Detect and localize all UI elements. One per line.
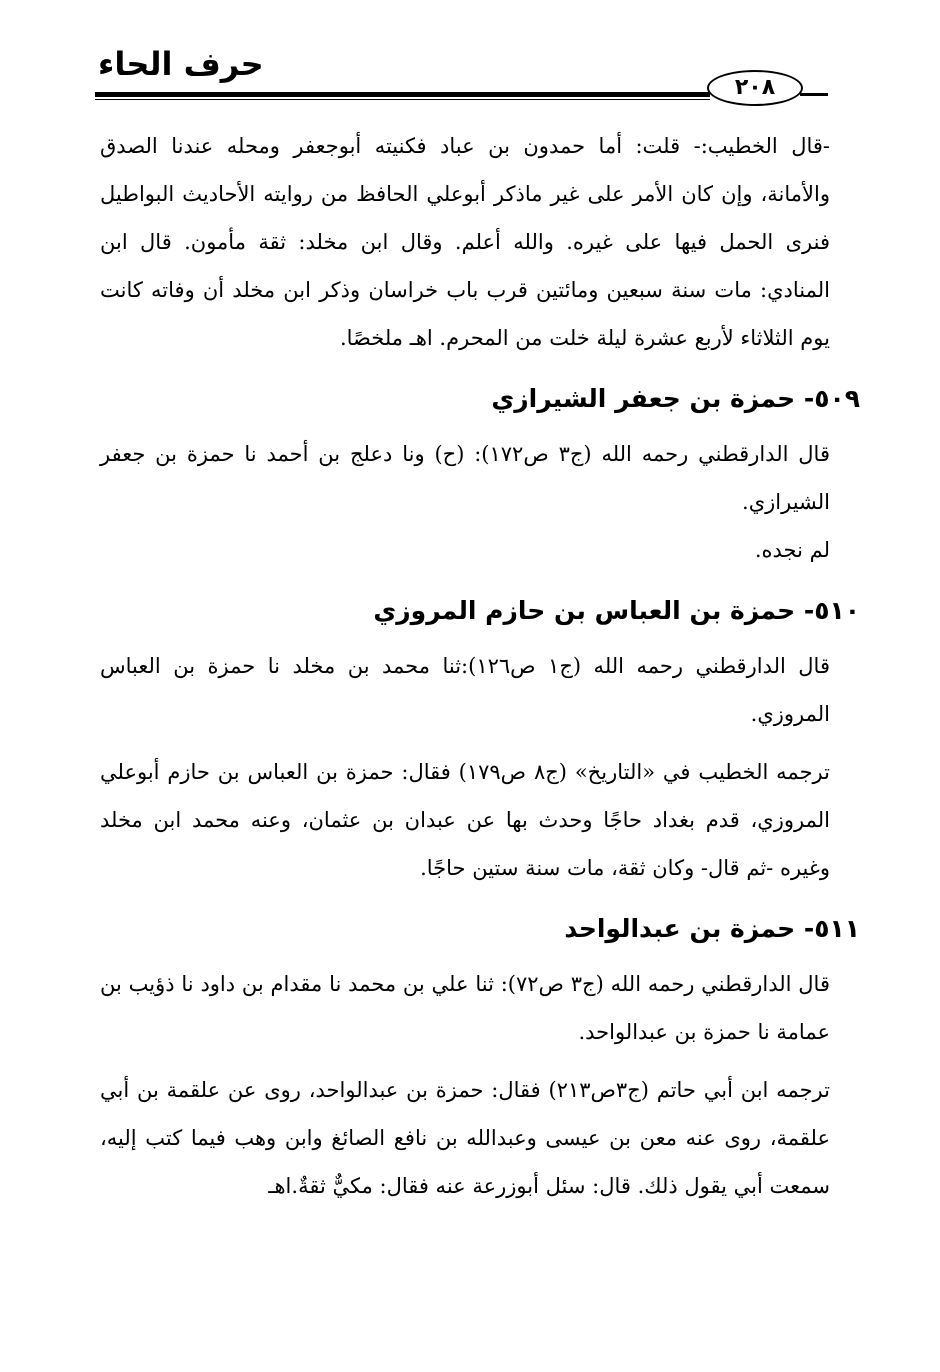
- paragraph: قال الدارقطني رحمه الله (ج١ ص١٢٦):ثنا محمد بن مخلد نا حمزة بن العباس المروزي.: [100, 654, 830, 726]
- chapter-title: حرف الحاء: [98, 45, 264, 83]
- paragraph: ترجمه ابن أبي حاتم (ج٣ص٢١٣) فقال: حمزة بن عبدالواحد، روى عن علقمة بن أبي علقمة، روى عنه معن بن عيسى وعبدالله بن نافع الصائغ وابن وهب فيما كتب إليه، سمعت أبي يقول ذلك. قال: سئل أبوزرعة عنه فقال: مكيٌّ ثقةٌ.اهـ: [100, 1078, 830, 1198]
- page-number-badge: ٢٠٨: [707, 70, 803, 106]
- paragraph: قال الدارقطني رحمه الله (ج٣ ص١٧٢): (ح) ونا دعلج بن أحمد نا حمزة بن جعفر الشيرازي.: [100, 442, 830, 514]
- header-rule: [95, 92, 710, 97]
- paragraph: -قال الخطيب:- قلت: أما حمدون بن عباد فكنيته أبوجعفر ومحله عندنا الصدق والأمانة، وإن كان الأمر على غير ماذكر أبوعلي الحافظ من روايته الأحاديث البواطيل فنرى الحمل فيها على غيره. والله أعلم. وقال ابن مخلد: ثقة مأمون. قال ابن المنادي: مات سنة سبعين ومائتين قرب باب خراسان وذكر ابن مخلد أن وفاته كانت يوم الثلاثاء لأربع عشرة ليلة خلت من المحرم. اهـ ملخصًا.: [100, 134, 830, 350]
- paragraph: لم نجده.: [754, 538, 830, 562]
- entry-heading-509: ٥٠٩- حمزة بن جعفر الشيرازي: [491, 384, 860, 413]
- page-body: [100, 122, 860, 1210]
- entry-heading-510: ٥١٠- حمزة بن العباس بن حازم المروزي: [373, 596, 860, 625]
- header-rule-right: [800, 93, 828, 96]
- paragraph: ترجمه الخطيب في «التاريخ» (ج٨ ص١٧٩) فقال: حمزة بن العباس بن حازم أبوعلي المروزي، قدم بغداد حاجًا وحدث بها عن عبدان بن عثمان، وعنه محمد ابن مخلد وغيره -ثم قال- وكان ثقة، مات سنة ستين حاجًا.: [100, 760, 830, 880]
- header-rule-thin: [95, 99, 710, 100]
- paragraph: قال الدارقطني رحمه الله (ج٣ ص٧٢): ثنا علي بن محمد نا مقدام بن داود نا ذؤيب بن عمامة نا حمزة بن عبدالواحد.: [100, 972, 830, 1044]
- entry-heading-511: ٥١١- حمزة بن عبدالواحد: [564, 914, 860, 943]
